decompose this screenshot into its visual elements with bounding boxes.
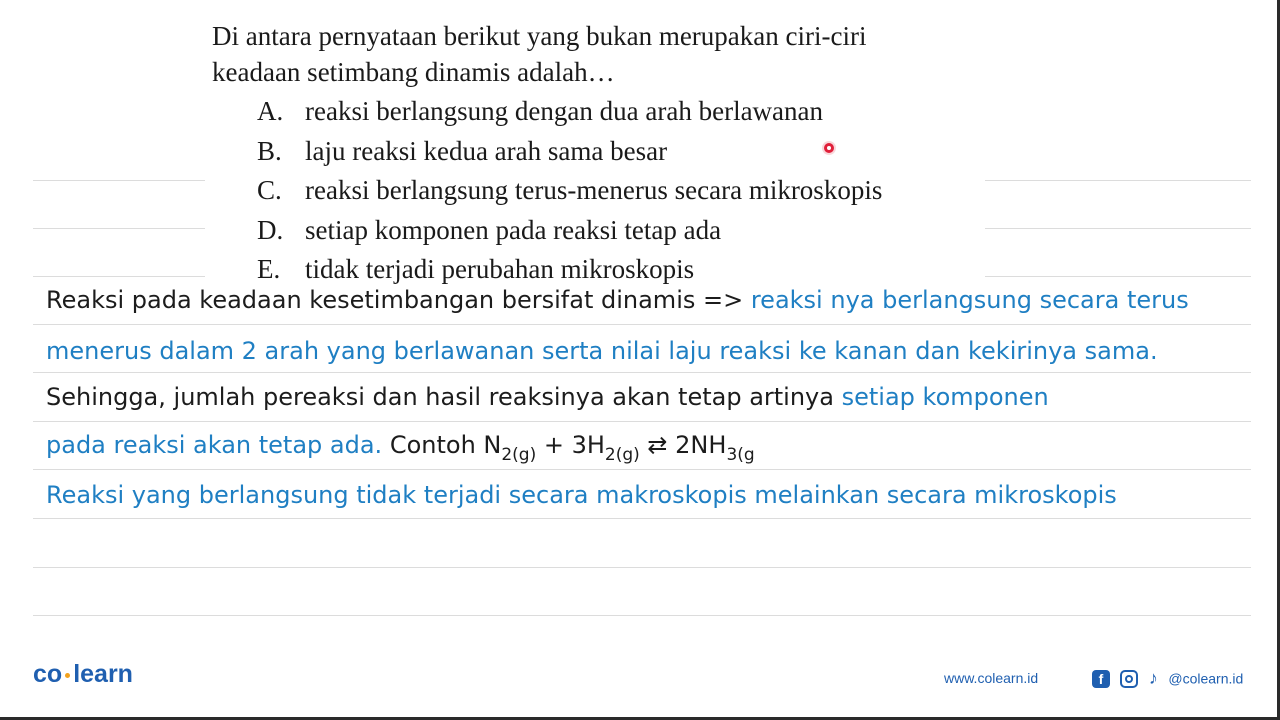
explanation-line-1 bbox=[46, 283, 1189, 317]
ruled-line bbox=[985, 180, 1251, 181]
explanation-text: Reaksi pada keadaan kesetimbangan bersifat dinamis => bbox=[46, 286, 751, 314]
explanation-highlight: menerus dalam 2 arah yang berlawanan serta nilai laju reaksi ke kanan dan kekirinya sama. bbox=[46, 337, 1158, 365]
laser-pointer-dot bbox=[824, 143, 834, 153]
colearn-logo bbox=[33, 660, 133, 689]
option-text: laju reaksi kedua arah sama besar bbox=[305, 135, 668, 166]
option-letter: B. bbox=[257, 135, 282, 166]
ruled-line bbox=[33, 421, 1251, 422]
option-c bbox=[257, 171, 882, 211]
ruled-line bbox=[33, 324, 1251, 325]
question-stem bbox=[212, 18, 992, 90]
explanation-highlight: pada reaksi akan tetap ada. bbox=[46, 431, 383, 459]
eq-hydrogen: + 3H bbox=[536, 431, 605, 459]
question-line-2: keadaan setimbang dinamis adalah… bbox=[212, 57, 615, 87]
ruled-line bbox=[33, 180, 205, 181]
option-text: setiap komponen pada reaksi tetap ada bbox=[305, 214, 722, 245]
option-d bbox=[257, 211, 882, 251]
facebook-icon: f bbox=[1092, 670, 1110, 688]
option-letter: E. bbox=[257, 254, 281, 284]
question-line-1: Di antara pernyataan berikut yang bukan merupakan ciri-ciri bbox=[212, 21, 867, 51]
answer-options bbox=[257, 92, 882, 290]
ruled-line bbox=[33, 615, 1251, 616]
option-letter: A. bbox=[257, 96, 284, 126]
instagram-icon bbox=[1120, 670, 1138, 688]
eq-ammonia: ⇄ 2NH bbox=[639, 431, 727, 459]
social-handle: @colearn.id bbox=[1168, 670, 1244, 687]
ruled-line bbox=[33, 276, 205, 277]
explanation-highlight: reaksi nya berlangsung secara terus bbox=[750, 286, 1189, 314]
ruled-line bbox=[33, 228, 205, 229]
ruled-line bbox=[33, 567, 1251, 568]
ruled-line bbox=[985, 276, 1251, 277]
logo-text-left: co bbox=[33, 660, 63, 688]
option-text: reaksi berlangsung dengan dua arah berlawanan bbox=[305, 96, 824, 126]
website-url: www.colearn.id bbox=[944, 670, 1039, 686]
logo-text-right: learn bbox=[73, 660, 133, 688]
eq-nitrogen: N bbox=[483, 431, 502, 459]
explanation-line-5 bbox=[46, 478, 1117, 512]
option-b bbox=[257, 132, 882, 172]
explanation-line-4 bbox=[46, 428, 755, 472]
tiktok-icon: ♪ bbox=[1148, 668, 1158, 688]
eq-subscript: 3(g bbox=[726, 445, 755, 465]
chemical-equation bbox=[483, 431, 755, 465]
ruled-line bbox=[33, 372, 1251, 373]
option-a bbox=[257, 92, 882, 132]
eq-subscript: 2(g) bbox=[501, 445, 537, 465]
explanation-text: Sehingga, jumlah pereaksi dan hasil reaksinya akan tetap artinya bbox=[46, 383, 842, 411]
option-text: reaksi berlangsung terus-menerus secara mikroskopis bbox=[305, 175, 883, 205]
option-text: tidak terjadi perubahan mikroskopis bbox=[305, 254, 695, 284]
explanation-highlight: setiap komponen bbox=[841, 383, 1049, 411]
option-letter: C. bbox=[257, 175, 282, 205]
eq-subscript: 2(g) bbox=[604, 445, 640, 465]
ruled-line bbox=[33, 518, 1251, 519]
explanation-line-2 bbox=[46, 334, 1158, 368]
explanation-text: Contoh bbox=[382, 431, 484, 459]
logo-dot bbox=[65, 673, 70, 678]
social-links bbox=[1092, 668, 1243, 688]
option-letter: D. bbox=[257, 214, 284, 245]
explanation-line-3 bbox=[46, 380, 1049, 414]
explanation-highlight: Reaksi yang berlangsung tidak terjadi secara makroskopis melainkan secara mikroskopis bbox=[46, 481, 1117, 509]
ruled-line bbox=[985, 228, 1251, 229]
